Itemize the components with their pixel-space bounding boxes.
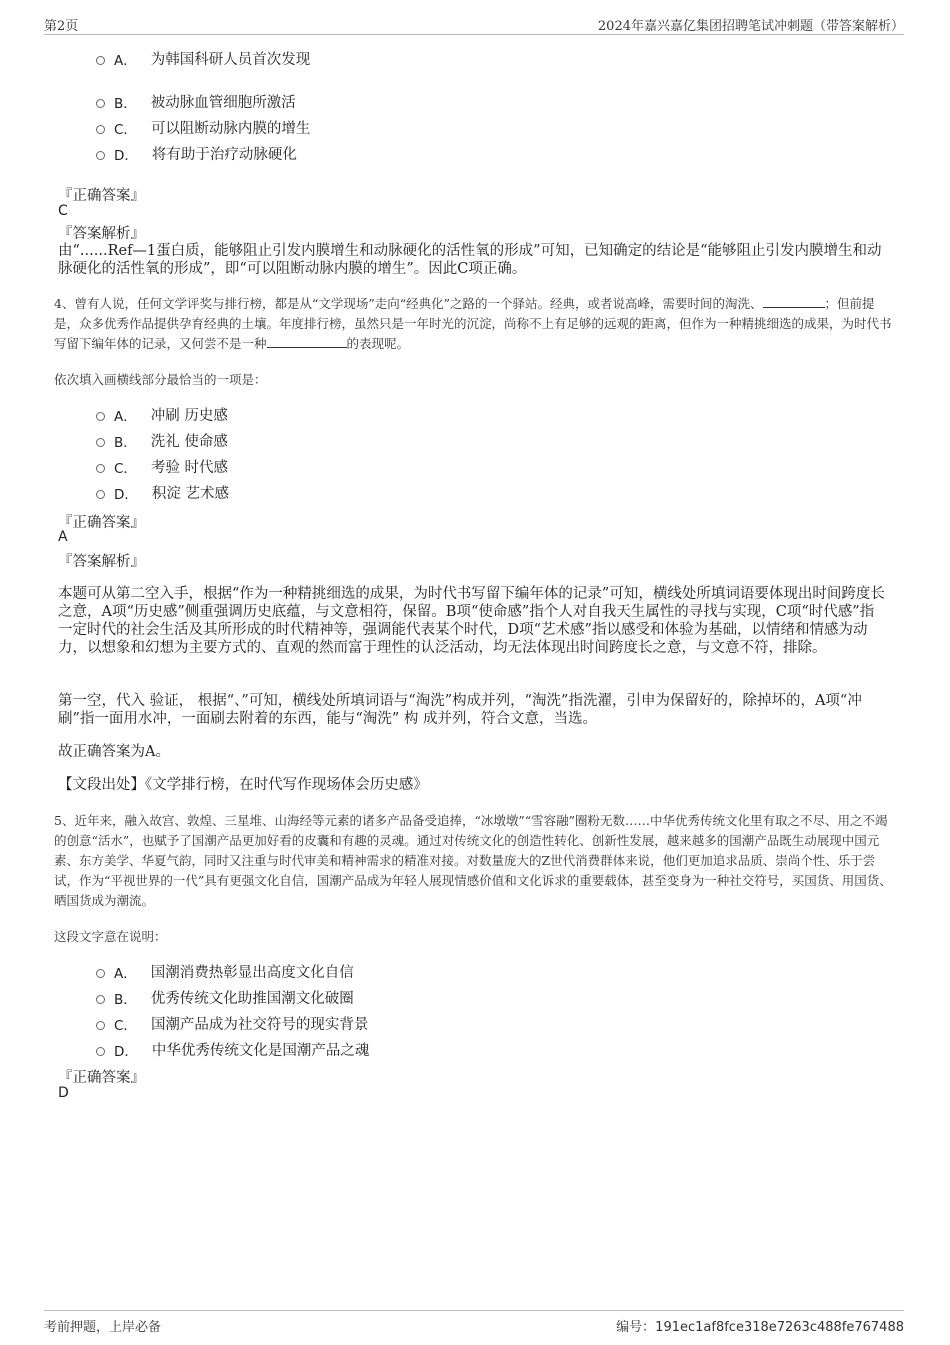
- q3-option-c[interactable]: [96, 117, 310, 138]
- option-letter: C．: [114, 1017, 137, 1034]
- radio-icon[interactable]: [96, 969, 105, 978]
- radio-icon[interactable]: [96, 464, 105, 473]
- option-letter: A．: [114, 965, 137, 982]
- q4-option-c[interactable]: [96, 456, 228, 477]
- option-letter: D．: [114, 147, 138, 164]
- q4-source: 【文段出处】《文学排行榜，在时代写作现场体会历史感》: [58, 777, 428, 793]
- q5-prompt: 这段文字意在说明：: [54, 929, 167, 944]
- option-letter: D．: [114, 486, 138, 503]
- radio-icon[interactable]: [96, 151, 105, 160]
- q5-option-c[interactable]: [96, 1013, 368, 1034]
- option-text: 国潮产品成为社交符号的现实背景: [150, 1017, 369, 1033]
- option-text: 被动脉血管细胞所激活: [150, 95, 296, 111]
- q4-analysis-paragraph-2: 第一空，代入 验证， 根据“、”可知，横线处所填词语与“淘洗”构成并列，“淘洗”指洗濯，引申为保留好的，除掉坏的，A项“冲刷”指一面用水冲，一面刷去附着的东西，能与“淘洗” 构 成并列，符合文意，当选。: [58, 693, 862, 727]
- q4-option-d[interactable]: [96, 482, 229, 503]
- q5-answer-label: 『正确答案』: [58, 1070, 145, 1086]
- q5-answer: D: [58, 1085, 69, 1101]
- option-letter: B．: [114, 95, 137, 112]
- radio-icon[interactable]: [96, 490, 105, 499]
- option-letter: C．: [114, 460, 137, 477]
- option-letter: C．: [114, 121, 137, 138]
- option-text: 国潮消费热彰显出高度文化自信: [150, 965, 354, 981]
- q3-option-a[interactable]: [96, 48, 310, 69]
- q4-blank-2: [267, 335, 347, 348]
- footer-slogan: 考前押题，上岸必备: [44, 1320, 162, 1335]
- q4-stem: [54, 294, 899, 354]
- radio-icon[interactable]: [96, 438, 105, 447]
- q3-answer-label: 『正确答案』: [58, 188, 145, 204]
- q4-answer-label: 『正确答案』: [58, 515, 145, 531]
- radio-icon[interactable]: [96, 412, 105, 421]
- option-text: 为韩国科研人员首次发现: [150, 52, 311, 68]
- q5-option-b[interactable]: [96, 987, 354, 1008]
- q4-stem-part3: 的表现呢。: [346, 336, 410, 351]
- radio-icon[interactable]: [96, 1021, 105, 1030]
- q4-stem-part1: 4、曾有人说，任何文学评奖与排行榜，都是从“文学现场”走向“经典化”之路的一个驿站。经典，或者说高峰，需要时间的淘洗、: [54, 296, 763, 311]
- option-letter: A．: [114, 408, 137, 425]
- q5-option-d[interactable]: [96, 1039, 369, 1060]
- q4-option-a[interactable]: [96, 404, 228, 425]
- option-letter: A．: [114, 52, 137, 69]
- q4-analysis-paragraph-3: 故正确答案为A。: [58, 744, 170, 760]
- radio-icon[interactable]: [96, 995, 105, 1004]
- radio-icon[interactable]: [96, 1047, 105, 1056]
- q3-answer: C: [58, 203, 68, 219]
- option-text: 积淀 艺术感: [151, 486, 230, 502]
- radio-icon[interactable]: [96, 125, 105, 134]
- radio-icon[interactable]: [96, 56, 105, 65]
- q4-analysis-label: 『答案解析』: [58, 554, 145, 570]
- option-text: 考验 时代感: [150, 460, 229, 476]
- q4-stem-part2: ；但前提是，众多优秀作品提供孕育经典的土壤。年度排行榜，虽然只是一年时光的沉淀，尚称不上有足够的远观的距离，但作为一种精挑细选的成果，为时代书写留下编年体的记录，又何尝不是一种: [54, 296, 892, 351]
- option-text: 优秀传统文化助推国潮文化破圈: [150, 991, 354, 1007]
- document-title: 2024年嘉兴嘉亿集团招聘笔试冲刺题（带答案解析）: [597, 19, 904, 34]
- option-text: 中华优秀传统文化是国潮产品之魂: [151, 1043, 370, 1059]
- q3-option-b[interactable]: [96, 91, 296, 112]
- q4-analysis-paragraph-1: 本题可从第二空入手，根据“作为一种精挑细选的成果，为时代书写留下编年体的记录”可知，横线处所填词语要体现出时间跨度长之意，A项“历史感”侧重强调历史底蕴，与文意相符，保留。B项“使命感”指个人对自我天生属性的寻找与实现，C项“时代感”指一定时代的社会生活及其所形成的时代精神等，强调能代表某个时代，D项“艺术感”指以感受和体验为基础，以情绪和情感为动力，以想象和幻想为主要方式的、直观的然而富于理性的认泛活动，均无法体现出时间跨度长之意，与文意不符，排除。: [58, 586, 885, 656]
- document-id: 编号：191ec1af8fce318e7263c488fe767488: [616, 1320, 904, 1335]
- option-letter: D．: [114, 1043, 138, 1060]
- option-text: 可以阻断动脉内膜的增生: [150, 121, 311, 137]
- q3-option-d[interactable]: [96, 143, 297, 164]
- option-text: 将有助于治疗动脉硬化: [151, 147, 297, 163]
- option-letter: B．: [114, 434, 137, 451]
- q4-option-b[interactable]: [96, 430, 228, 451]
- option-text: 冲刷 历史感: [150, 408, 228, 424]
- page-header: [44, 14, 904, 35]
- q4-blank-1: [763, 295, 825, 308]
- option-letter: B．: [114, 991, 137, 1008]
- q3-analysis: 由“......Ref—1蛋白质，能够阻止引发内膜增生和动脉硬化的活性氧的形成”可知，已知确定的结论是“能够阻止引发内膜增生和动脉硬化的活性氧的形成”，即“可以阻断动脉内膜的增生”。因此C项正确。: [58, 243, 882, 277]
- q4-answer: A: [58, 529, 68, 545]
- page-footer: [44, 1310, 904, 1333]
- option-text: 洗礼 使命感: [150, 434, 228, 450]
- radio-icon[interactable]: [96, 99, 105, 108]
- page-number: 第2页: [44, 19, 79, 34]
- q5-option-a[interactable]: [96, 961, 354, 982]
- q3-analysis-label: 『答案解析』: [58, 226, 145, 242]
- q4-prompt: 依次填入画横线部分最恰当的一项是：: [54, 372, 267, 387]
- q5-stem: 5、近年来，融入故宫、敦煌、三星堆、山海经等元素的诸多产品备受追捧，“冰墩墩”“雪容融”圈粉无数……中华优秀传统文化里有取之不尽、用之不竭的创意“活水”，也赋予了国潮产品更加好看的皮囊和有趣的灵魂。通过对传统文化的创造性转化、创新性发展，越来越多的国潮产品既生动展现中国元素、东方美学、华夏气韵，同时又注重与时代审美和精神需求的精准对接。对数量庞大的Z世代消费群体来说，他们更加追求品质、崇尚个性、乐于尝试，作为“平视世界的一代”具有更强文化自信，国潮产品成为年轻人展现情感价值和文化诉求的重要载体，甚至变身为一种社交符号，买国货、用国货、晒国货成为潮流。: [54, 813, 892, 908]
